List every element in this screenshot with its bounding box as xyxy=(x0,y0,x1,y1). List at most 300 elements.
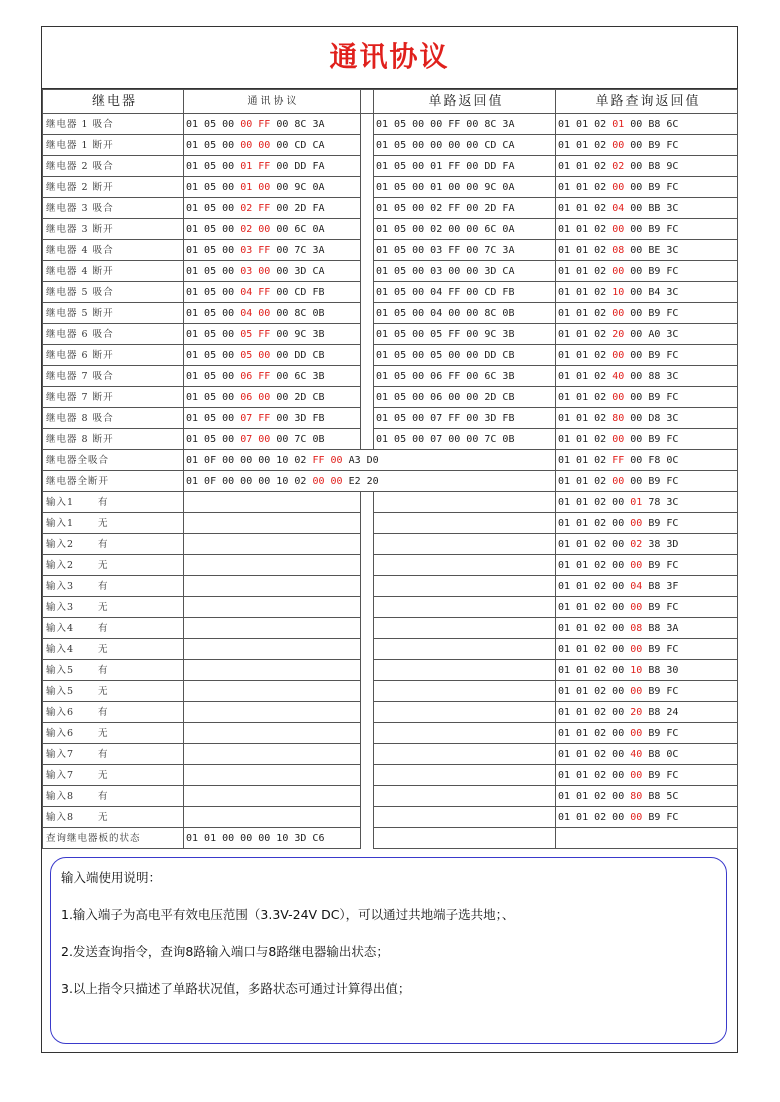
highlighted-bytes: 01 00 xyxy=(240,181,271,193)
relay-label: 继电器 3 断开 xyxy=(43,219,184,240)
highlighted-bytes: 08 xyxy=(612,244,625,256)
table-row xyxy=(43,366,738,387)
notes-heading: 输入端使用说明： xyxy=(61,870,162,885)
column-gap xyxy=(361,156,374,177)
single-return-cell xyxy=(374,786,556,807)
highlighted-bytes: 40 xyxy=(630,748,643,760)
highlighted-bytes: 00 xyxy=(612,475,625,487)
highlighted-bytes: 00 xyxy=(630,811,643,823)
relay-label: 继电器 5 断开 xyxy=(43,303,184,324)
command-cell xyxy=(184,135,361,156)
code-bytes: 78 3C xyxy=(642,496,679,508)
code-bytes: 01 01 02 xyxy=(558,349,613,361)
code-bytes: 00 B9 FC xyxy=(624,181,679,193)
input-label xyxy=(43,492,184,513)
query-return-cell xyxy=(556,534,738,555)
query-return-cell xyxy=(556,219,738,240)
column-gap xyxy=(361,618,374,639)
command-cell xyxy=(184,576,361,597)
table-row xyxy=(43,639,738,660)
single-return-cell: 01 05 00 03 FF 00 7C 3A xyxy=(374,240,556,261)
highlighted-bytes: 00 xyxy=(612,391,625,403)
input-label xyxy=(43,702,184,723)
column-gap xyxy=(361,786,374,807)
code-bytes: 00 3D FB xyxy=(270,412,325,424)
single-return-cell xyxy=(374,618,556,639)
code-bytes: B9 FC xyxy=(642,517,679,529)
code-bytes: 00 88 3C xyxy=(624,370,679,382)
code-bytes: 01 05 00 xyxy=(186,223,241,235)
code-bytes: 00 BE 3C xyxy=(624,244,679,256)
input-name: 输入2 xyxy=(46,559,75,571)
query-return-cell xyxy=(556,114,738,135)
code-bytes: 00 B9 FC xyxy=(624,307,679,319)
highlighted-bytes: 80 xyxy=(612,412,625,424)
relay-label: 继电器 3 吸合 xyxy=(43,198,184,219)
code-bytes: 00 CD CA xyxy=(270,139,325,151)
input-name: 输入1 xyxy=(46,517,75,529)
protocol-table xyxy=(42,89,738,849)
command-cell xyxy=(184,156,361,177)
query-return-cell xyxy=(556,324,738,345)
column-gap xyxy=(361,177,374,198)
input-state: 无 xyxy=(98,811,109,823)
query-return-cell xyxy=(556,282,738,303)
query-return-cell xyxy=(556,303,738,324)
highlighted-bytes: 10 xyxy=(630,664,643,676)
column-gap xyxy=(361,261,374,282)
input-label xyxy=(43,786,184,807)
highlighted-bytes: 03 FF xyxy=(240,244,271,256)
table-row xyxy=(43,723,738,744)
code-bytes: 01 01 02 00 xyxy=(558,727,631,739)
query-return-cell xyxy=(556,387,738,408)
code-bytes: 01 01 02 00 xyxy=(558,685,631,697)
code-bytes: 00 A0 3C xyxy=(624,328,679,340)
code-bytes: 01 05 00 xyxy=(186,370,241,382)
column-gap xyxy=(361,555,374,576)
relay-label: 继电器 4 断开 xyxy=(43,261,184,282)
relay-label: 继电器 7 断开 xyxy=(43,387,184,408)
table-row xyxy=(43,660,738,681)
table-row xyxy=(43,261,738,282)
code-bytes: 00 BB 3C xyxy=(624,202,679,214)
input-state: 有 xyxy=(98,664,109,676)
command-cell xyxy=(184,744,361,765)
code-bytes: 01 05 00 xyxy=(186,328,241,340)
input-label xyxy=(43,618,184,639)
relay-label: 继电器 5 吸合 xyxy=(43,282,184,303)
code-bytes: 01 01 02 xyxy=(558,160,613,172)
table-body xyxy=(43,114,738,849)
code-bytes: 01 01 02 00 xyxy=(558,643,631,655)
input-state: 无 xyxy=(98,517,109,529)
table-row xyxy=(43,492,738,513)
single-return-cell: 01 05 00 01 00 00 9C 0A xyxy=(374,177,556,198)
single-return-cell xyxy=(374,702,556,723)
code-bytes: 01 01 02 xyxy=(558,412,613,424)
code-bytes: 01 01 02 00 xyxy=(558,496,631,508)
column-gap xyxy=(361,513,374,534)
command-cell xyxy=(184,702,361,723)
input-state: 有 xyxy=(98,538,109,550)
code-bytes: 00 B9 FC xyxy=(624,223,679,235)
single-return-cell xyxy=(374,723,556,744)
notes-item-3: 3.以上指令只描述了单路状况值，多路状态可通过计算得出值； xyxy=(61,981,411,996)
highlighted-bytes: 00 xyxy=(630,601,643,613)
highlighted-bytes: 07 00 xyxy=(240,433,271,445)
input-state: 有 xyxy=(98,748,109,760)
input-state: 有 xyxy=(98,496,109,508)
code-bytes: 01 01 02 xyxy=(558,139,613,151)
highlighted-bytes: 00 xyxy=(630,517,643,529)
column-gap xyxy=(361,702,374,723)
code-bytes: 01 01 02 xyxy=(558,202,613,214)
command-cell xyxy=(184,723,361,744)
command-cell xyxy=(184,345,361,366)
table-row xyxy=(43,450,738,471)
column-gap xyxy=(361,660,374,681)
column-gap xyxy=(361,240,374,261)
code-bytes: 01 01 02 xyxy=(558,286,613,298)
query-return-cell xyxy=(556,492,738,513)
input-state: 无 xyxy=(98,559,109,571)
table-row xyxy=(43,702,738,723)
highlighted-bytes: 06 FF xyxy=(240,370,271,382)
header-gap xyxy=(361,90,374,114)
table-row xyxy=(43,282,738,303)
table-row xyxy=(43,135,738,156)
code-bytes: 00 2D FA xyxy=(270,202,325,214)
code-bytes: B8 3F xyxy=(642,580,679,592)
table-row xyxy=(43,534,738,555)
command-cell xyxy=(184,429,361,450)
command-cell xyxy=(184,597,361,618)
query-return-cell xyxy=(556,702,738,723)
single-return-cell xyxy=(374,492,556,513)
highlighted-bytes: 20 xyxy=(630,706,643,718)
input-name: 输入6 xyxy=(46,727,75,739)
code-bytes: 01 01 02 00 xyxy=(558,811,631,823)
relay-all-label: 继电器全断开 xyxy=(43,471,184,492)
single-return-cell: 01 05 00 02 FF 00 2D FA xyxy=(374,198,556,219)
command-cell xyxy=(184,408,361,429)
command-cell xyxy=(184,240,361,261)
highlighted-bytes: 00 xyxy=(612,181,625,193)
relay-label: 继电器 1 断开 xyxy=(43,135,184,156)
code-bytes: 01 0F 00 00 00 10 02 xyxy=(186,475,313,487)
column-gap xyxy=(361,282,374,303)
code-bytes: 00 2D CB xyxy=(270,391,325,403)
input-name: 输入7 xyxy=(46,748,75,760)
header-single-return: 单路返回值 xyxy=(374,90,556,114)
code-bytes: 01 01 02 00 xyxy=(558,706,631,718)
single-return-cell: 01 05 00 05 FF 00 9C 3B xyxy=(374,324,556,345)
input-state: 有 xyxy=(98,790,109,802)
command-cell xyxy=(184,387,361,408)
highlighted-bytes: 00 00 xyxy=(240,139,271,151)
code-bytes: 01 01 02 00 xyxy=(558,664,631,676)
column-gap xyxy=(361,534,374,555)
code-bytes: 00 B9 FC xyxy=(624,139,679,151)
command-cell xyxy=(184,261,361,282)
query-return-cell xyxy=(556,135,738,156)
table-row xyxy=(43,156,738,177)
input-state: 无 xyxy=(98,769,109,781)
table-row xyxy=(43,345,738,366)
code-bytes: 01 05 00 xyxy=(186,307,241,319)
input-state: 无 xyxy=(98,685,109,697)
single-return-cell xyxy=(374,828,556,849)
input-name: 输入8 xyxy=(46,790,75,802)
relay-label: 继电器 7 吸合 xyxy=(43,366,184,387)
command-cell xyxy=(184,807,361,828)
code-bytes: 01 01 02 00 xyxy=(558,790,631,802)
command-cell xyxy=(184,618,361,639)
code-bytes: 01 05 00 xyxy=(186,202,241,214)
query-return-cell xyxy=(556,156,738,177)
highlighted-bytes: 10 xyxy=(612,286,625,298)
query-return-cell xyxy=(556,576,738,597)
highlighted-bytes: 00 xyxy=(612,433,625,445)
input-name: 输入5 xyxy=(46,664,75,676)
highlighted-bytes: 04 00 xyxy=(240,307,271,319)
single-return-cell xyxy=(374,765,556,786)
column-gap xyxy=(361,219,374,240)
query-return-cell xyxy=(556,597,738,618)
single-return-cell xyxy=(374,576,556,597)
code-bytes: 00 7C 3A xyxy=(270,244,325,256)
highlighted-bytes: 02 xyxy=(612,160,625,172)
table-row xyxy=(43,114,738,135)
code-bytes: 00 B9 FC xyxy=(624,391,679,403)
table-row xyxy=(43,618,738,639)
input-name: 输入6 xyxy=(46,706,75,718)
table-row xyxy=(43,828,738,849)
relay-label: 继电器 6 吸合 xyxy=(43,324,184,345)
code-bytes: 01 05 00 xyxy=(186,181,241,193)
input-name: 输入3 xyxy=(46,601,75,613)
column-gap xyxy=(361,387,374,408)
column-gap xyxy=(361,576,374,597)
highlighted-bytes: 00 xyxy=(630,685,643,697)
column-gap xyxy=(361,723,374,744)
query-return-cell xyxy=(556,429,738,450)
single-return-cell: 01 05 00 00 00 00 CD CA xyxy=(374,135,556,156)
code-bytes: 01 01 02 xyxy=(558,307,613,319)
table-row xyxy=(43,324,738,345)
code-bytes: B8 24 xyxy=(642,706,679,718)
command-cell xyxy=(184,681,361,702)
relay-label: 继电器 2 吸合 xyxy=(43,156,184,177)
highlighted-bytes: 40 xyxy=(612,370,625,382)
input-state: 有 xyxy=(98,706,109,718)
code-bytes: 38 3D xyxy=(642,538,679,550)
code-bytes: 01 05 00 xyxy=(186,391,241,403)
single-return-cell: 01 05 00 04 00 00 8C 0B xyxy=(374,303,556,324)
highlighted-bytes: 01 xyxy=(612,118,625,130)
highlighted-bytes: 08 xyxy=(630,622,643,634)
column-gap xyxy=(361,303,374,324)
command-cell: 01 01 00 00 00 10 3D C6 xyxy=(184,828,361,849)
command-cell xyxy=(184,114,361,135)
code-bytes: 01 01 02 xyxy=(558,433,613,445)
highlighted-bytes: 00 FF xyxy=(240,118,271,130)
column-gap xyxy=(361,807,374,828)
code-bytes: 00 B8 9C xyxy=(624,160,679,172)
header-relay: 继电器 xyxy=(43,90,184,114)
input-label xyxy=(43,723,184,744)
highlighted-bytes: 04 xyxy=(630,580,643,592)
table-row xyxy=(43,576,738,597)
single-return-cell xyxy=(374,639,556,660)
code-bytes: B8 0C xyxy=(642,748,679,760)
code-bytes: B9 FC xyxy=(642,769,679,781)
relay-label: 继电器 1 吸合 xyxy=(43,114,184,135)
highlighted-bytes: 00 xyxy=(630,727,643,739)
code-bytes: 00 CD FB xyxy=(270,286,325,298)
code-bytes: 01 01 02 00 xyxy=(558,769,631,781)
table-row xyxy=(43,807,738,828)
code-bytes: 01 05 00 xyxy=(186,433,241,445)
highlighted-bytes: 00 xyxy=(612,265,625,277)
page-title: 通讯协议 xyxy=(42,27,737,89)
relay-label: 继电器 8 吸合 xyxy=(43,408,184,429)
command-cell xyxy=(184,765,361,786)
highlighted-bytes: 80 xyxy=(630,790,643,802)
highlighted-bytes: 20 xyxy=(612,328,625,340)
column-gap xyxy=(361,135,374,156)
input-name: 输入4 xyxy=(46,622,75,634)
single-return-cell: 01 05 00 06 00 00 2D CB xyxy=(374,387,556,408)
highlighted-bytes: 02 00 xyxy=(240,223,271,235)
code-bytes: 01 01 02 00 xyxy=(558,622,631,634)
code-bytes: 01 01 02 xyxy=(558,244,613,256)
single-return-cell xyxy=(374,534,556,555)
single-return-cell xyxy=(374,744,556,765)
single-return-cell xyxy=(374,681,556,702)
table-row xyxy=(43,513,738,534)
code-bytes: 01 01 02 00 xyxy=(558,580,631,592)
single-return-cell xyxy=(374,513,556,534)
notes-item-1: 1.输入端子为高电平有效电压范围（3.3V-24V DC），可以通过共地端子选共地；、 xyxy=(61,907,515,922)
code-bytes: 01 01 02 xyxy=(558,391,613,403)
highlighted-bytes: 06 00 xyxy=(240,391,271,403)
code-bytes: 01 0F 00 00 00 10 02 xyxy=(186,454,313,466)
table-row xyxy=(43,786,738,807)
highlighted-bytes: 05 00 xyxy=(240,349,271,361)
single-return-cell: 01 05 00 04 FF 00 CD FB xyxy=(374,282,556,303)
single-return-cell: 01 05 00 07 00 00 7C 0B xyxy=(374,429,556,450)
column-gap xyxy=(361,492,374,513)
table-row xyxy=(43,429,738,450)
input-label xyxy=(43,681,184,702)
code-bytes: 00 B8 6C xyxy=(624,118,679,130)
table-row xyxy=(43,765,738,786)
code-bytes: 01 05 00 xyxy=(186,244,241,256)
code-bytes: B8 3A xyxy=(642,622,679,634)
input-name: 输入7 xyxy=(46,769,75,781)
column-gap xyxy=(361,597,374,618)
table-row xyxy=(43,303,738,324)
code-bytes: E2 20 xyxy=(342,475,379,487)
single-return-cell: 01 05 00 01 FF 00 DD FA xyxy=(374,156,556,177)
code-bytes: 00 B9 FC xyxy=(624,433,679,445)
command-cell xyxy=(184,219,361,240)
header-query-return: 单路查询返回值 xyxy=(556,90,738,114)
code-bytes: 00 8C 0B xyxy=(270,307,325,319)
query-return-cell xyxy=(556,261,738,282)
query-return-cell xyxy=(556,744,738,765)
header-protocol: 通讯协议 xyxy=(184,90,361,114)
header-row xyxy=(43,90,738,114)
query-return-cell xyxy=(556,786,738,807)
table-row xyxy=(43,177,738,198)
command-cell xyxy=(184,513,361,534)
table-row xyxy=(43,744,738,765)
code-bytes: 01 01 02 00 xyxy=(558,559,631,571)
input-label xyxy=(43,765,184,786)
code-bytes: 01 01 02 xyxy=(558,181,613,193)
single-return-cell xyxy=(374,555,556,576)
protocol-sheet xyxy=(41,26,738,1053)
highlighted-bytes: 04 xyxy=(612,202,625,214)
single-return-cell: 01 05 00 06 FF 00 6C 3B xyxy=(374,366,556,387)
query-return-cell xyxy=(556,177,738,198)
input-label xyxy=(43,660,184,681)
code-bytes: 00 B9 FC xyxy=(624,349,679,361)
command-cell xyxy=(184,450,556,471)
single-return-cell: 01 05 00 03 00 00 3D CA xyxy=(374,261,556,282)
table-row xyxy=(43,471,738,492)
input-label xyxy=(43,807,184,828)
code-bytes: 01 01 02 00 xyxy=(558,601,631,613)
query-return-cell xyxy=(556,555,738,576)
code-bytes: 00 6C 3B xyxy=(270,370,325,382)
code-bytes: 00 B9 FC xyxy=(624,475,679,487)
query-return-cell xyxy=(556,660,738,681)
single-return-cell: 01 05 00 02 00 00 6C 0A xyxy=(374,219,556,240)
code-bytes: 01 01 02 xyxy=(558,118,613,130)
input-label xyxy=(43,597,184,618)
code-bytes: 00 D8 3C xyxy=(624,412,679,424)
table-row xyxy=(43,597,738,618)
code-bytes: 00 8C 3A xyxy=(270,118,325,130)
code-bytes: 00 3D CA xyxy=(270,265,325,277)
highlighted-bytes: FF 00 xyxy=(312,454,343,466)
column-gap xyxy=(361,765,374,786)
code-bytes: 00 DD FA xyxy=(270,160,325,172)
notes-item-2: 2.发送查询指令，查询8路输入端口与8路继电器输出状态； xyxy=(61,944,389,959)
code-bytes: 01 05 00 xyxy=(186,265,241,277)
input-name: 输入2 xyxy=(46,538,75,550)
single-return-cell xyxy=(374,660,556,681)
code-bytes: 01 05 00 xyxy=(186,349,241,361)
command-cell xyxy=(184,660,361,681)
column-gap xyxy=(361,744,374,765)
column-gap xyxy=(361,681,374,702)
command-cell xyxy=(184,198,361,219)
command-cell xyxy=(184,303,361,324)
query-return-cell xyxy=(556,198,738,219)
query-return-cell xyxy=(556,681,738,702)
input-state: 无 xyxy=(98,643,109,655)
command-cell xyxy=(184,555,361,576)
command-cell xyxy=(184,324,361,345)
code-bytes: 00 F8 0C xyxy=(624,454,679,466)
input-name: 输入1 xyxy=(46,496,75,508)
code-bytes: 01 01 02 xyxy=(558,454,613,466)
